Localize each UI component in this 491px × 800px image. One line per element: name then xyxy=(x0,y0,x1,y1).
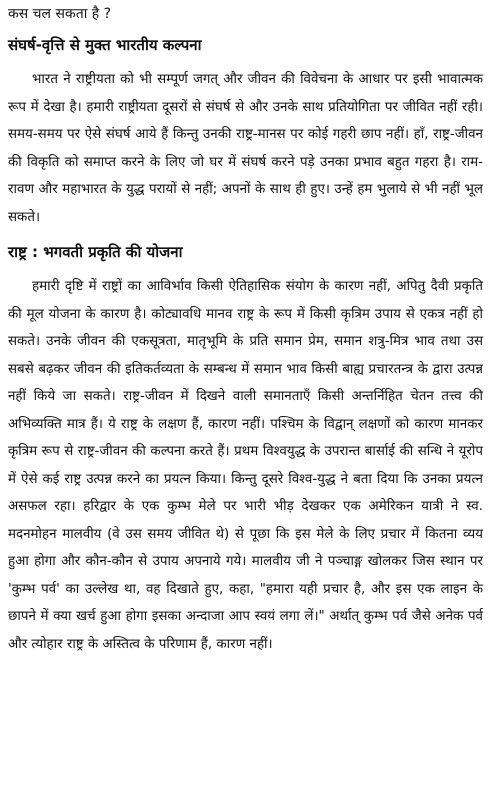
continuation-line: कस चल सकता है ? xyxy=(8,6,112,22)
section-paragraph-1: भारत ने राष्ट्रीयता को भी सम्पूर्ण जगत् और जीवन की विवेचना के आधार पर इसी भावात्मक रूप में देखा है। हमारी राष्ट्रीयता दूसरों से संघर्ष से और उनके साथ प्रतियोगिता पर जीवित नहीं रही। समय-समय पर ऐसे संघर्ष आये हैं किन्तु उनकी राष्ट्र-मानस पर कोई गहरी छाप नहीं। हाँ, राष्ट्र-जीवन की विकृति को समाप्त करने के लिए जो घर में संघर्ष करने पड़े उनका प्रभाव बहुत गहरा है। राम-रावण और महाभारत के युद्ध परायों से नहीं; अपनों के साथ ही हुए। उन्हें हम भुलाये से भी नहीं भूल सकते। xyxy=(8,72,483,225)
section-paragraph-2: हमारी दृष्टि में राष्ट्रों का आविर्भाव किसी ऐतिहासिक संयोग के कारण नहीं, अपितु दैवी प्रकृति की मूल योजना के कारण है। कोट्यावधि मानव राष्ट्र के रूप में किसी कृत्रिम उपाय से एकत्र नहीं हो सकते। उनके जीवन की एकसूत्रता, मातृभूमि के प्रति समान प्रेम, समान शत्रु-मित्र भाव तथा उस सबसे बढ़कर जीवन की इतिकर्तव्यता के सम्बन्ध में समान भाव किसी बाह्य प्रचारतन्त्र के द्वारा उत्पन्न नहीं किये जा सकते। राष्ट्र-जीवन में दिखने वाली समानताएँ किसी अन्तर्निहित चेतन तत्त्व की अभिव्यक्ति मात्र हैं। ये राष्ट्र के लक्षण हैं, कारण नहीं। पश्चिम के विद्वान् लक्षणों को कारण मानकर कृत्रिम रूप से राष्ट्र-जीवन की कल्पना करते हैं। प्रथम विश्वयुद्ध के उपरान्त बार्साई की सन्धि ने यूरोप में ऐसे कई राष्ट्र उत्पन्न करने का प्रयत्न किया। किन्तु दूसरे विश्व-युद्ध ने बता दिया कि उनका प्रयत्न असफल रहा। हरिद्वार के एक कुम्भ मेले पर भारी भीड़ देखकर एक अमेरिकन यात्री ने स्व. मदनमोहन मालवीय (वे उस समय जीवित थे) से पूछा कि इस मेले के लिए प्रचार में कितना व्यय हुआ होगा और कौन-कौन से उपाय अपनाये गये। मालवीय जी ने पञ्चाङ्ग खोलकर जिस स्थान पर 'कुम्भ पर्व' का उल्लेख था, वह दिखाते हुए, कहा, "हमारा यही प्रचार है, और इस एक लाइन के छापने में क्या खर्च हुआ होगा इसका अन्दाजा आप स्वयं लगा लें।" अर्थात् कुम्भ पर्व जैसे अनेक पर्व और त्योहार राष्ट्र के अस्तित्व के परिणाम हैं, कारण नहीं। xyxy=(8,279,483,652)
section-heading-2: राष्ट्र : भगवती प्रकृति की योजना xyxy=(8,243,183,261)
section-heading-1: संघर्ष-वृत्ति से मुक्त भारतीय कल्पना xyxy=(8,36,202,54)
